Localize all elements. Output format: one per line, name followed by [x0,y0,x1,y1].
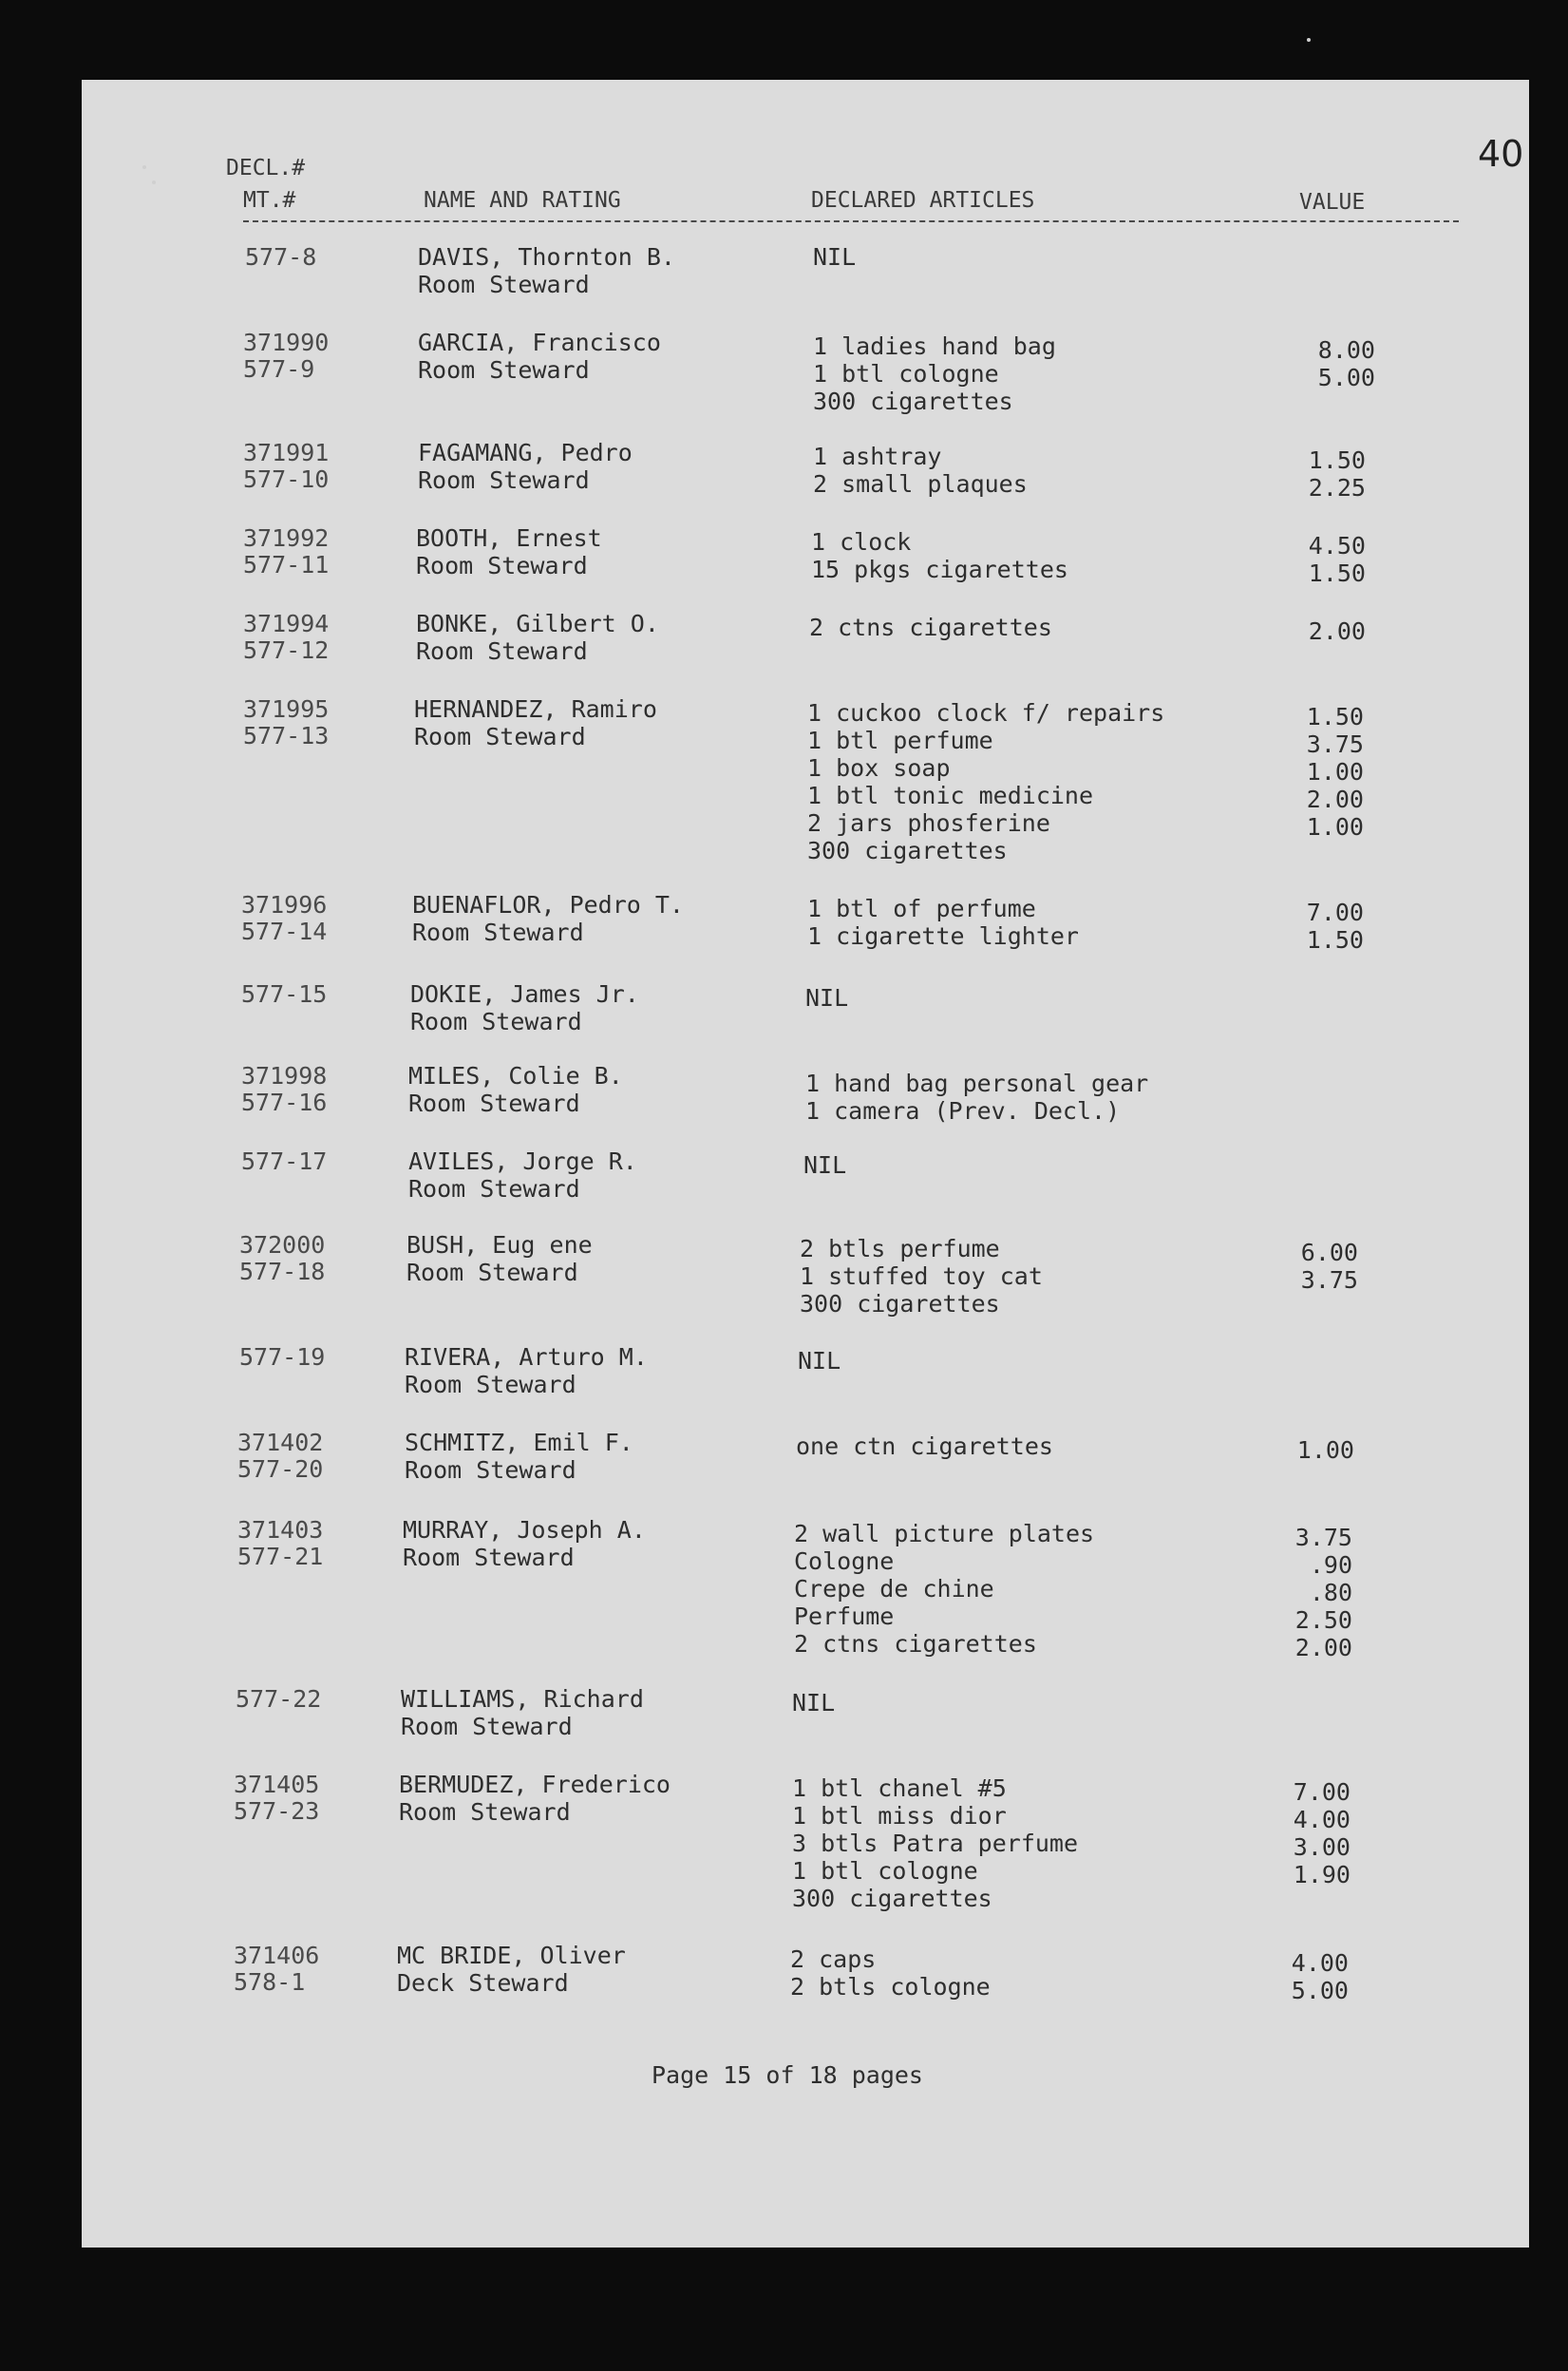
crew-name: MC BRIDE, Oliver [397,1942,626,1969]
mt-number: 371992 [243,524,330,552]
article-value: 1.50 [1308,560,1366,587]
mt-number: 371406 [234,1942,320,1969]
article-item: 1 btl chanel #5 [792,1774,1007,1802]
article-item: 300 cigarettes [807,837,1008,864]
crew-name: BOOTH, Ernest [416,524,602,552]
article-value: 1.50 [1306,926,1364,954]
article-item: NIL [813,243,857,271]
article-value: 6.00 [1300,1239,1358,1266]
mt-number: 371403 [237,1516,324,1544]
article-value: 1.50 [1306,703,1364,730]
decl-number: 577-17 [241,1148,328,1175]
crew-rating: Room Steward [399,1798,571,1826]
crew-rating: Room Steward [418,356,590,384]
article-item: 2 btls perfume [800,1235,1000,1262]
crew-name: MILES, Colie B. [408,1062,623,1090]
article-item: 1 ladies hand bag [813,332,1056,360]
article-item: 1 btl perfume [807,727,993,754]
mt-number: 371998 [241,1062,328,1090]
header-mt-label: MT.# [243,188,296,213]
crew-name: AVILES, Jorge R. [408,1148,637,1175]
crew-name: DAVIS, Thornton B. [418,243,675,271]
crew-rating: Room Steward [405,1456,576,1484]
crew-rating: Room Steward [408,1090,580,1117]
decl-number: 577-9 [243,355,315,383]
header-rule [243,220,1459,222]
crew-name: DOKIE, James Jr. [410,980,639,1008]
article-value: 2.00 [1306,786,1364,813]
article-item: NIL [803,1151,847,1179]
article-item: 1 btl cologne [792,1857,978,1885]
crew-name: GARCIA, Francisco [418,329,661,356]
decl-number: 577-8 [245,243,317,271]
decl-number: 577-13 [243,722,330,749]
mt-number: 371990 [243,329,330,356]
crew-rating: Deck Steward [397,1969,569,1997]
crew-name: BERMUDEZ, Frederico [399,1771,671,1798]
crew-rating: Room Steward [414,723,586,750]
decl-number: 577-19 [239,1343,326,1371]
decl-number: 577-18 [239,1258,326,1285]
article-value: 1.00 [1296,1436,1354,1464]
crew-rating: Room Steward [418,271,590,298]
mt-number: 371994 [243,610,330,637]
article-value: 5.00 [1291,1977,1349,2004]
article-item: 1 clock [811,528,912,556]
article-value: 2.00 [1308,617,1366,645]
article-value: 4.50 [1308,532,1366,560]
article-value: 1.00 [1306,813,1364,841]
decl-number: 577-14 [241,918,328,945]
crew-rating: Room Steward [401,1713,573,1740]
article-value: 3.75 [1306,730,1364,758]
crew-rating: Room Steward [412,919,584,946]
article-item: 1 cigarette lighter [807,922,1079,950]
decl-number: 577-10 [243,465,330,493]
article-value: 4.00 [1293,1806,1351,1833]
article-item: 1 camera (Prev. Decl.) [805,1097,1121,1125]
crew-name: BUENAFLOR, Pedro T. [412,891,684,919]
article-item: 2 caps [790,1945,877,1973]
article-item: 1 btl tonic medicine [807,782,1094,809]
article-item: NIL [805,984,849,1012]
article-value: 3.75 [1300,1266,1358,1294]
crew-name: HERNANDEZ, Ramiro [414,695,657,723]
crew-rating: Room Steward [408,1175,580,1203]
article-item: 3 btls Patra perfume [792,1830,1079,1857]
crew-rating: Room Steward [416,637,588,665]
article-item: Crepe de chine [794,1575,994,1603]
decl-number: 577-22 [236,1685,322,1713]
article-item: 2 ctns cigarettes [794,1630,1037,1658]
crew-name: RIVERA, Arturo M. [405,1343,648,1371]
article-item: 2 btls cologne [790,1973,991,2001]
crew-rating: Room Steward [406,1259,578,1286]
crew-name: MURRAY, Joseph A. [403,1516,646,1544]
decl-number: 577-16 [241,1089,328,1116]
article-value: .90 [1309,1551,1352,1579]
mt-number: 371995 [243,695,330,723]
article-value: 1.50 [1308,446,1366,474]
decl-number: 577-23 [234,1797,320,1825]
article-value: 5.00 [1317,364,1375,391]
header-value-label: VALUE [1299,190,1366,215]
mt-number: 371996 [241,891,328,919]
article-item: 1 btl of perfume [807,895,1036,922]
decl-number: 577-15 [241,980,328,1008]
document-page [82,80,1529,2248]
crew-rating: Room Steward [410,1008,582,1035]
article-item: Perfume [794,1603,895,1630]
decl-number: 578-1 [234,1968,306,1996]
article-item: one ctn cigarettes [796,1432,1053,1460]
crew-rating: Room Steward [418,466,590,494]
mt-number: 371405 [234,1771,320,1798]
crew-name: FAGAMANG, Pedro [418,439,633,466]
article-value: .80 [1309,1579,1352,1606]
crew-name: BONKE, Gilbert O. [416,610,659,637]
mt-number: 371402 [237,1429,324,1456]
article-value: 1.90 [1293,1861,1351,1888]
page-number: 40 [1478,133,1524,175]
article-item: 2 ctns cigarettes [809,614,1052,641]
article-item: NIL [792,1689,836,1717]
decl-number: 577-21 [237,1543,324,1570]
article-value: 4.00 [1291,1949,1349,1977]
crew-rating: Room Steward [403,1544,575,1571]
article-item: 2 small plaques [813,470,1028,498]
header-decl-label: DECL.# [226,156,306,180]
mt-number: 372000 [239,1231,326,1259]
header-articles-label: DECLARED ARTICLES [811,188,1035,213]
article-item: 2 jars phosferine [807,809,1050,837]
article-item: 1 cuckoo clock f/ repairs [807,699,1165,727]
decl-number: 577-11 [243,551,330,579]
crew-rating: Room Steward [416,552,588,579]
article-value: 3.75 [1294,1524,1352,1551]
article-item: 1 stuffed toy cat [800,1262,1043,1290]
article-value: 8.00 [1317,336,1375,364]
scan-speck [1307,38,1311,42]
article-item: 1 btl miss dior [792,1802,1007,1830]
article-value: 1.00 [1306,758,1364,786]
page-footer: Page 15 of 18 pages [652,2061,923,2089]
article-value: 3.00 [1293,1833,1351,1861]
article-item: 1 ashtray [813,443,942,470]
header-name-rating-label: NAME AND RATING [424,188,621,213]
decl-number: 577-12 [243,636,330,664]
article-value: 2.00 [1294,1634,1352,1661]
article-item: 2 wall picture plates [794,1520,1095,1547]
article-item: 1 box soap [807,754,951,782]
article-item: 15 pkgs cigarettes [811,556,1068,583]
article-item: 300 cigarettes [813,388,1013,415]
crew-rating: Room Steward [405,1371,576,1398]
decl-number: 577-20 [237,1455,324,1483]
article-item: 1 btl cologne [813,360,999,388]
crew-name: SCHMITZ, Emil F. [405,1429,633,1456]
scan-speck [142,165,146,169]
crew-name: BUSH, Eug ene [406,1231,593,1259]
article-value: 2.25 [1308,474,1366,502]
mt-number: 371991 [243,439,330,466]
article-item: NIL [798,1347,841,1375]
article-value: 7.00 [1293,1778,1351,1806]
scan-speck [152,180,156,184]
article-item: 300 cigarettes [800,1290,1000,1318]
article-item: Cologne [794,1547,895,1575]
article-value: 7.00 [1306,899,1364,926]
crew-name: WILLIAMS, Richard [401,1685,644,1713]
article-item: 300 cigarettes [792,1885,992,1912]
article-item: 1 hand bag personal gear [805,1070,1149,1097]
article-value: 2.50 [1294,1606,1352,1634]
